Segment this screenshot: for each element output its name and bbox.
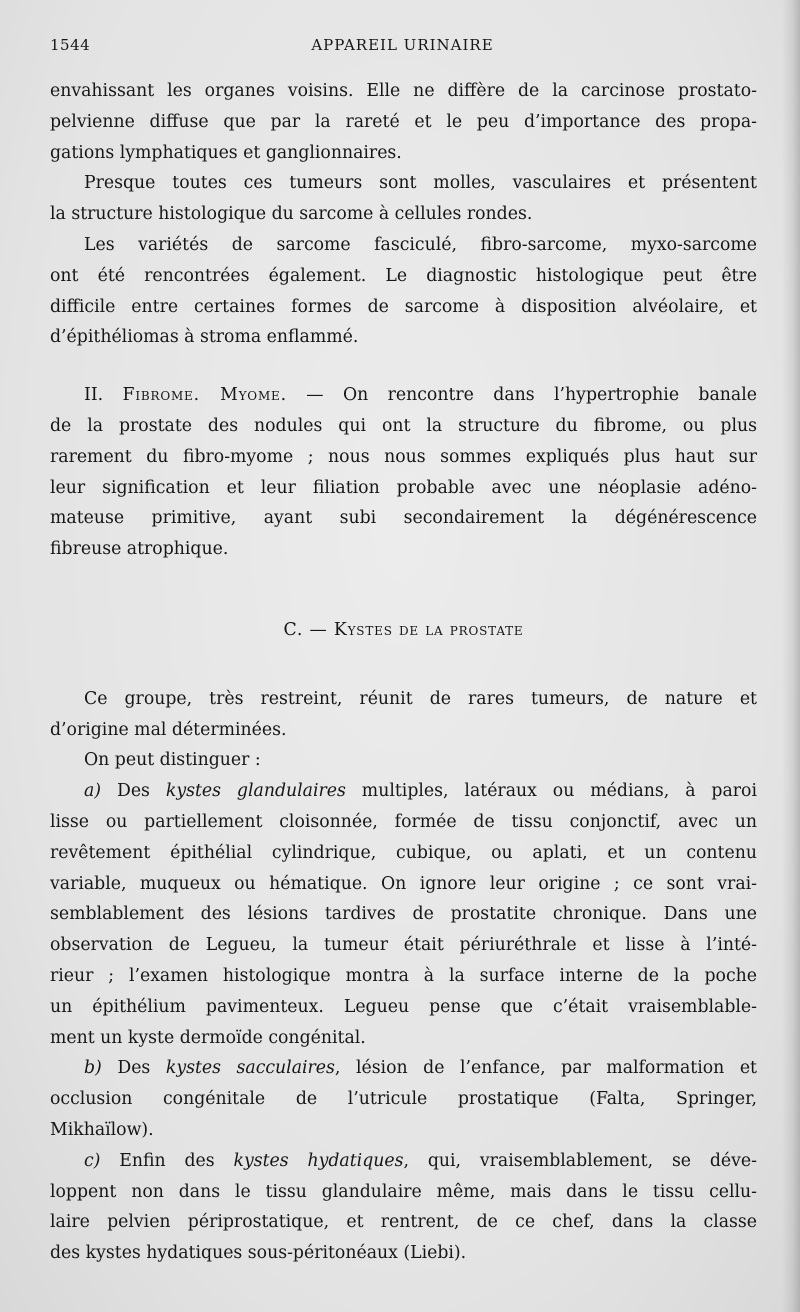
text-line: d’épithéliomas à stroma enflammé. [50, 327, 359, 348]
paragraph-carcinose [50, 76, 757, 168]
heading-spacer [50, 565, 757, 615]
text-line: gations lymphatiques et ganglionnaires. [50, 142, 402, 163]
chapter-title: Kystes de la prostate [333, 619, 524, 640]
text-line: occlusion congénitale de l’utricule prostatique (Falta, Springer, [50, 1089, 757, 1110]
heading-spacer [50, 646, 757, 684]
page-header [50, 36, 755, 60]
section-lead-text: — On rencontre dans l’hypertrophie banale [286, 385, 757, 406]
paragraph-groupe [50, 684, 757, 746]
text-line: loppent non dans le tissu glandulaire même, mais dans le tissu cellu- [50, 1181, 757, 1202]
list-item-first-line [50, 1053, 757, 1084]
term-kystes-sacculaires: kystes sacculaires [165, 1058, 335, 1079]
term-kystes-hydatiques: kystes hydatiques [233, 1150, 404, 1171]
chapter-heading [50, 615, 757, 646]
text-line: revêtement épithélial cylindrique, cubique, ou aplati, et un contenu [50, 842, 757, 863]
text-line: Ce groupe, très restreint, réunit de rares tumeurs, de nature et [84, 688, 757, 709]
text-fragment: , qui, vraisemblablement, se déve- [403, 1150, 757, 1171]
list-item-first-line [50, 776, 757, 807]
term-kystes-glandulaires: kystes glandulaires [165, 781, 346, 802]
paragraph-varietes [50, 230, 757, 353]
text-line: Presque toutes ces tumeurs sont molles, vasculaires et présentent [84, 173, 757, 194]
list-item-first-line [50, 1146, 757, 1177]
text-line: mateuse primitive, ayant subi secondairement la dégénérescence [50, 508, 757, 529]
page-edge-shadow [782, 0, 800, 1312]
chapter-letter: C. — [283, 619, 334, 640]
list-marker: b) [84, 1058, 102, 1079]
text-line: la structure histologique du sarcome à cellules rondes. [50, 204, 533, 225]
text-fragment: , lésion de l’enfance, par malformation et [334, 1058, 757, 1079]
text-fragment: Des [101, 781, 166, 802]
page-number: 1544 [50, 36, 91, 54]
paragraph-distinguer [50, 745, 757, 776]
text-line: fibreuse atrophique. [50, 539, 229, 560]
text-line: On peut distinguer : [84, 750, 261, 771]
section-fibrome-myome [50, 380, 757, 565]
text-line: difficile entre certaines formes de sarcome à disposition alvéolaire, et [50, 296, 757, 317]
text-fragment: multiples, latéraux ou médians, à paroi [345, 781, 757, 802]
running-title: APPAREIL URINAIRE [311, 36, 494, 54]
text-line: Les variétés de sarcome fasciculé, fibro-sarcome, myxo-sarcome [84, 234, 757, 255]
section-heading-line [50, 380, 757, 411]
text-line: rarement du fibro-myome ; nous nous sommes expliqués plus haut sur [50, 446, 757, 467]
section-spacer [50, 353, 757, 380]
list-marker: a) [84, 781, 102, 802]
text-line: de la prostate des nodules qui ont la structure du fibrome, ou plus [50, 415, 757, 436]
section-number: II. [84, 385, 104, 406]
text-line: Mikhaïlow). [50, 1119, 154, 1140]
text-line: lisse ou partiellement cloisonnée, formée de tissu conjonctif, avec un [50, 811, 757, 832]
text-line: rieur ; l’examen histologique montra à la surface interne de la poche [50, 965, 757, 986]
list-item-b [50, 1053, 757, 1145]
section-title: Fibrome. Myome. [122, 385, 287, 406]
text-line: ment un kyste dermoïde congénital. [50, 1027, 366, 1048]
text-line: des kystes hydatiques sous-péritonéaux (Liebi). [50, 1243, 467, 1264]
text-line: un épithélium pavimenteux. Legueu pense que c’était vraisemblable- [50, 996, 757, 1017]
text-line: semblablement des lésions tardives de prostatite chronique. Dans une [50, 904, 757, 925]
text-line: variable, muqueux ou hématique. On ignore leur origine ; ce sont vrai- [50, 873, 757, 894]
text-line: leur signification et leur filiation probable avec une néoplasie adéno- [50, 477, 757, 498]
text-line: pelvienne diffuse que par la rareté et le peu d’importance des propa- [50, 111, 757, 132]
text-fragment: Des [101, 1058, 166, 1079]
page-body [50, 76, 757, 1269]
list-item-c [50, 1146, 757, 1269]
text-fragment: Enfin des [100, 1150, 234, 1171]
list-marker: c) [84, 1150, 101, 1171]
text-line: envahissant les organes voisins. Elle ne diffère de la carcinose prostato- [50, 81, 757, 101]
text-line: observation de Legueu, la tumeur était périuréthrale et lisse à l’inté- [50, 935, 757, 956]
text-line: laire pelvien périprostatique, et rentrent, de ce chef, dans la classe [50, 1212, 757, 1233]
text-line: ont été rencontrées également. Le diagnostic histologique peut être [50, 265, 757, 286]
list-item-a [50, 776, 757, 1053]
text-line: d’origine mal déterminées. [50, 719, 287, 740]
paragraph-tumeurs [50, 168, 757, 230]
